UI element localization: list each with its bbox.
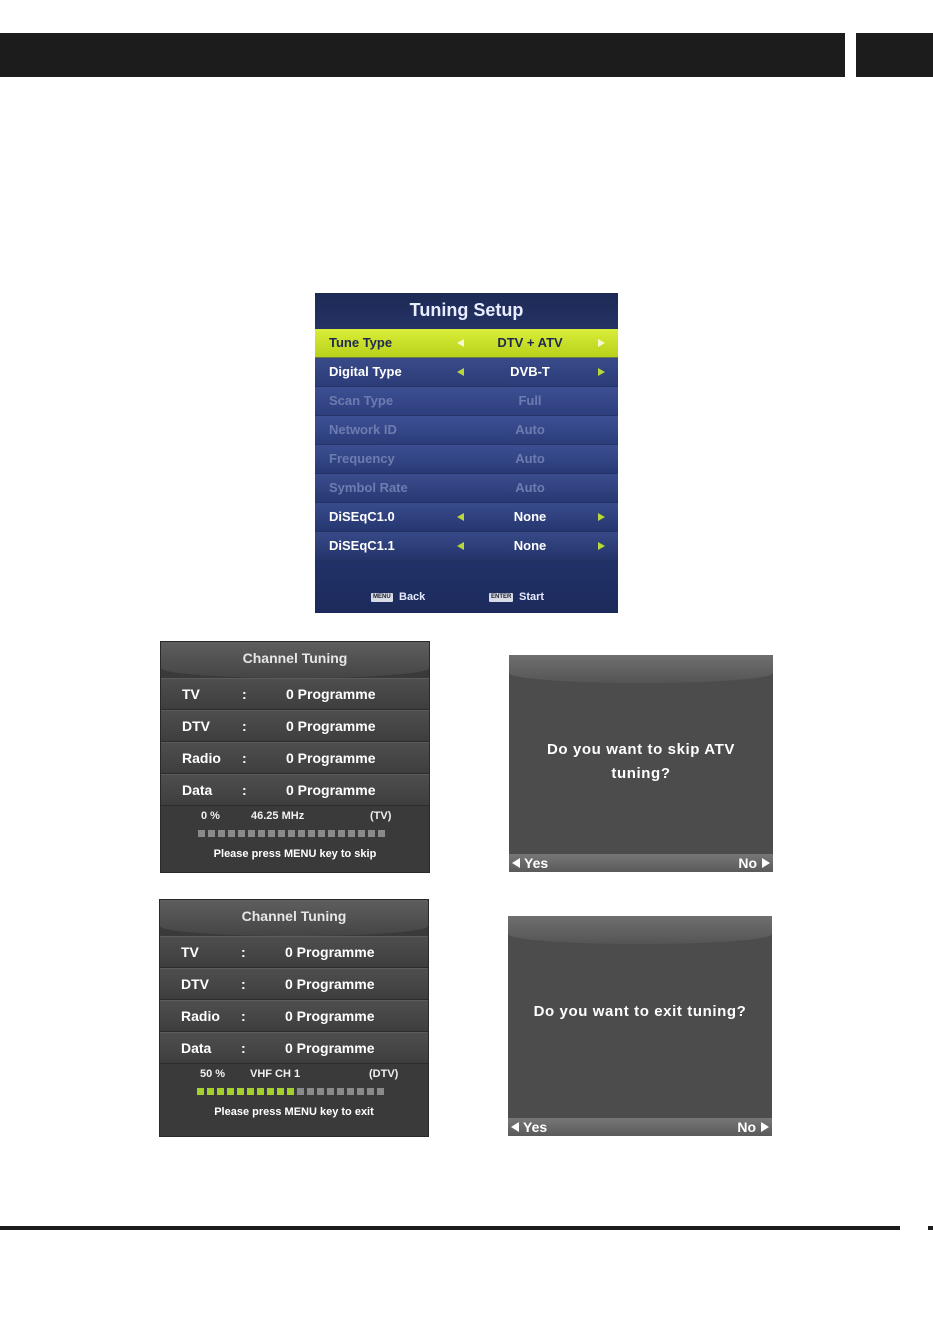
progress-segment xyxy=(248,830,255,837)
row-label: Frequency xyxy=(329,451,395,466)
row-label: DiSEqC1.1 xyxy=(329,538,395,553)
channel-tuning-title: Channel Tuning xyxy=(161,642,429,678)
back-label[interactable]: Back xyxy=(399,591,426,603)
list-item xyxy=(160,1032,428,1064)
row-value: Full xyxy=(518,393,542,408)
scan-percent: 0 % xyxy=(201,810,220,822)
item-label: TV xyxy=(181,944,199,960)
yes-label: Yes xyxy=(523,1119,548,1135)
row-value: None xyxy=(513,509,547,524)
progress-segment xyxy=(257,1088,264,1095)
progress-segment xyxy=(198,830,205,837)
progress-segment xyxy=(228,830,235,837)
row-value: Auto xyxy=(515,422,545,437)
row-diseqc-1-1[interactable] xyxy=(315,532,618,561)
progress-segment xyxy=(258,830,265,837)
exit-tuning-dialog xyxy=(508,916,772,1136)
progress-segment xyxy=(207,1088,214,1095)
progress-segment xyxy=(247,1088,254,1095)
row-label: Symbol Rate xyxy=(329,480,408,495)
dialog-message-line: tuning? xyxy=(611,765,671,782)
progress-segment xyxy=(327,1088,334,1095)
item-value: 0 Programme xyxy=(285,1008,375,1024)
arrow-right-icon xyxy=(762,858,770,868)
item-colon: : xyxy=(242,718,247,734)
page-header-bar xyxy=(0,33,845,77)
progress-segment xyxy=(348,830,355,837)
channel-tuning-title: Channel Tuning xyxy=(160,900,428,936)
row-tune-type[interactable] xyxy=(315,329,618,358)
yes-button[interactable] xyxy=(511,1118,547,1136)
scan-percent: 50 % xyxy=(200,1068,226,1080)
list-item xyxy=(161,678,429,710)
scan-source: (TV) xyxy=(370,810,392,822)
arrow-right-icon xyxy=(761,1122,769,1132)
dialog-footer xyxy=(508,1118,772,1136)
progress-segment xyxy=(347,1088,354,1095)
progress-segment xyxy=(238,830,245,837)
dialog-message-line: Do you want to skip ATV xyxy=(547,741,735,758)
dialog-header xyxy=(509,655,773,683)
progress-segment xyxy=(287,1088,294,1095)
item-colon: : xyxy=(242,686,247,702)
scan-frequency: 46.25 MHz xyxy=(251,810,305,822)
progress-segment xyxy=(268,830,275,837)
item-colon: : xyxy=(242,750,247,766)
row-network-id xyxy=(315,416,618,445)
item-value: 0 Programme xyxy=(286,782,376,798)
progress-segment xyxy=(288,830,295,837)
enter-key-icon: ENTER xyxy=(491,594,512,600)
progress-segment xyxy=(318,830,325,837)
no-label: No xyxy=(738,855,757,871)
item-value: 0 Programme xyxy=(286,686,376,702)
progress-segment xyxy=(267,1088,274,1095)
progress-segment xyxy=(317,1088,324,1095)
no-button[interactable] xyxy=(737,1118,769,1136)
arrow-left-icon xyxy=(511,1122,519,1132)
arrow-left-icon[interactable] xyxy=(457,368,464,376)
progress-segment xyxy=(308,830,315,837)
progress-segment xyxy=(217,1088,224,1095)
item-label: DTV xyxy=(181,976,209,992)
scan-progress-bar xyxy=(160,1084,428,1098)
progress-segment xyxy=(358,830,365,837)
scan-status xyxy=(161,806,429,826)
start-label[interactable]: Start xyxy=(519,591,545,603)
item-colon: : xyxy=(241,944,246,960)
row-value: DVB-T xyxy=(510,364,550,379)
arrow-right-icon[interactable] xyxy=(598,339,605,347)
progress-segment xyxy=(368,830,375,837)
item-value: 0 Programme xyxy=(286,750,376,766)
list-item xyxy=(160,1000,428,1032)
row-symbol-rate xyxy=(315,474,618,503)
footer-rule-end xyxy=(928,1226,933,1230)
item-value: 0 Programme xyxy=(285,944,375,960)
item-value: 0 Programme xyxy=(285,1040,375,1056)
item-colon: : xyxy=(241,1040,246,1056)
yes-button[interactable] xyxy=(512,854,548,872)
progress-segment xyxy=(208,830,215,837)
no-button[interactable] xyxy=(738,854,770,872)
arrow-left-icon[interactable] xyxy=(457,339,464,347)
item-value: 0 Programme xyxy=(286,718,376,734)
skip-hint: Please press MENU key to skip xyxy=(213,848,377,860)
item-label: Data xyxy=(181,1040,212,1056)
footer-rule xyxy=(0,1226,900,1230)
list-item xyxy=(161,710,429,742)
arrow-right-icon[interactable] xyxy=(598,542,605,550)
progress-segment xyxy=(378,830,385,837)
item-colon: : xyxy=(241,976,246,992)
dialog-footer xyxy=(509,854,773,872)
progress-segment xyxy=(278,830,285,837)
row-label: Digital Type xyxy=(329,364,402,379)
progress-segment xyxy=(338,830,345,837)
row-frequency xyxy=(315,445,618,474)
item-label: Radio xyxy=(182,750,221,766)
arrow-left-icon xyxy=(512,858,520,868)
tuning-setup-rows xyxy=(315,329,618,561)
scan-progress-bar xyxy=(161,826,429,840)
list-item xyxy=(160,936,428,968)
item-label: DTV xyxy=(182,718,210,734)
progress-segment xyxy=(357,1088,364,1095)
list-item xyxy=(160,968,428,1000)
progress-segment xyxy=(298,830,305,837)
row-value: Auto xyxy=(515,480,545,495)
list-item xyxy=(161,774,429,806)
dialog-header xyxy=(508,916,772,944)
scan-channel: VHF CH 1 xyxy=(250,1068,301,1080)
row-diseqc-1-0[interactable] xyxy=(315,503,618,532)
row-value: Auto xyxy=(515,451,545,466)
row-label: Network ID xyxy=(329,422,397,437)
progress-segment xyxy=(377,1088,384,1095)
yes-label: Yes xyxy=(524,855,549,871)
item-label: Radio xyxy=(181,1008,220,1024)
channel-tuning-panel xyxy=(160,641,430,873)
row-label: DiSEqC1.0 xyxy=(329,509,395,524)
scan-source: (DTV) xyxy=(369,1068,399,1080)
progress-segment xyxy=(277,1088,284,1095)
progress-segment xyxy=(328,830,335,837)
item-label: Data xyxy=(182,782,213,798)
progress-segment xyxy=(337,1088,344,1095)
progress-segment xyxy=(218,830,225,837)
tuning-setup-title: Tuning Setup xyxy=(409,300,524,320)
item-colon: : xyxy=(242,782,247,798)
arrow-right-icon[interactable] xyxy=(598,368,605,376)
dialog-message-line: Do you want to exit tuning? xyxy=(533,1003,747,1020)
progress-segment xyxy=(197,1088,204,1095)
exit-hint: Please press MENU key to exit xyxy=(214,1106,374,1118)
skip-atv-dialog xyxy=(509,655,773,872)
row-value: DTV + ATV xyxy=(497,335,563,350)
row-value: None xyxy=(513,538,547,553)
item-label: TV xyxy=(182,686,200,702)
item-value: 0 Programme xyxy=(285,976,375,992)
list-item xyxy=(161,742,429,774)
progress-segment xyxy=(227,1088,234,1095)
scan-status xyxy=(160,1064,428,1084)
row-digital-type[interactable] xyxy=(315,358,618,387)
channel-tuning-panel xyxy=(159,899,429,1137)
dialog-message xyxy=(519,738,763,786)
row-scan-type xyxy=(315,387,618,416)
arrow-left-icon[interactable] xyxy=(457,513,464,521)
dialog-message xyxy=(518,1000,762,1024)
menu-key-icon: MENU xyxy=(373,594,391,600)
row-label: Scan Type xyxy=(329,393,394,408)
row-label: Tune Type xyxy=(329,335,393,350)
progress-segment xyxy=(367,1088,374,1095)
page-number-tab xyxy=(856,33,933,77)
progress-segment xyxy=(297,1088,304,1095)
tuning-setup-panel xyxy=(315,293,618,613)
progress-segment xyxy=(237,1088,244,1095)
arrow-right-icon[interactable] xyxy=(598,513,605,521)
progress-segment xyxy=(307,1088,314,1095)
item-colon: : xyxy=(241,1008,246,1024)
arrow-left-icon[interactable] xyxy=(457,542,464,550)
no-label: No xyxy=(737,1119,756,1135)
